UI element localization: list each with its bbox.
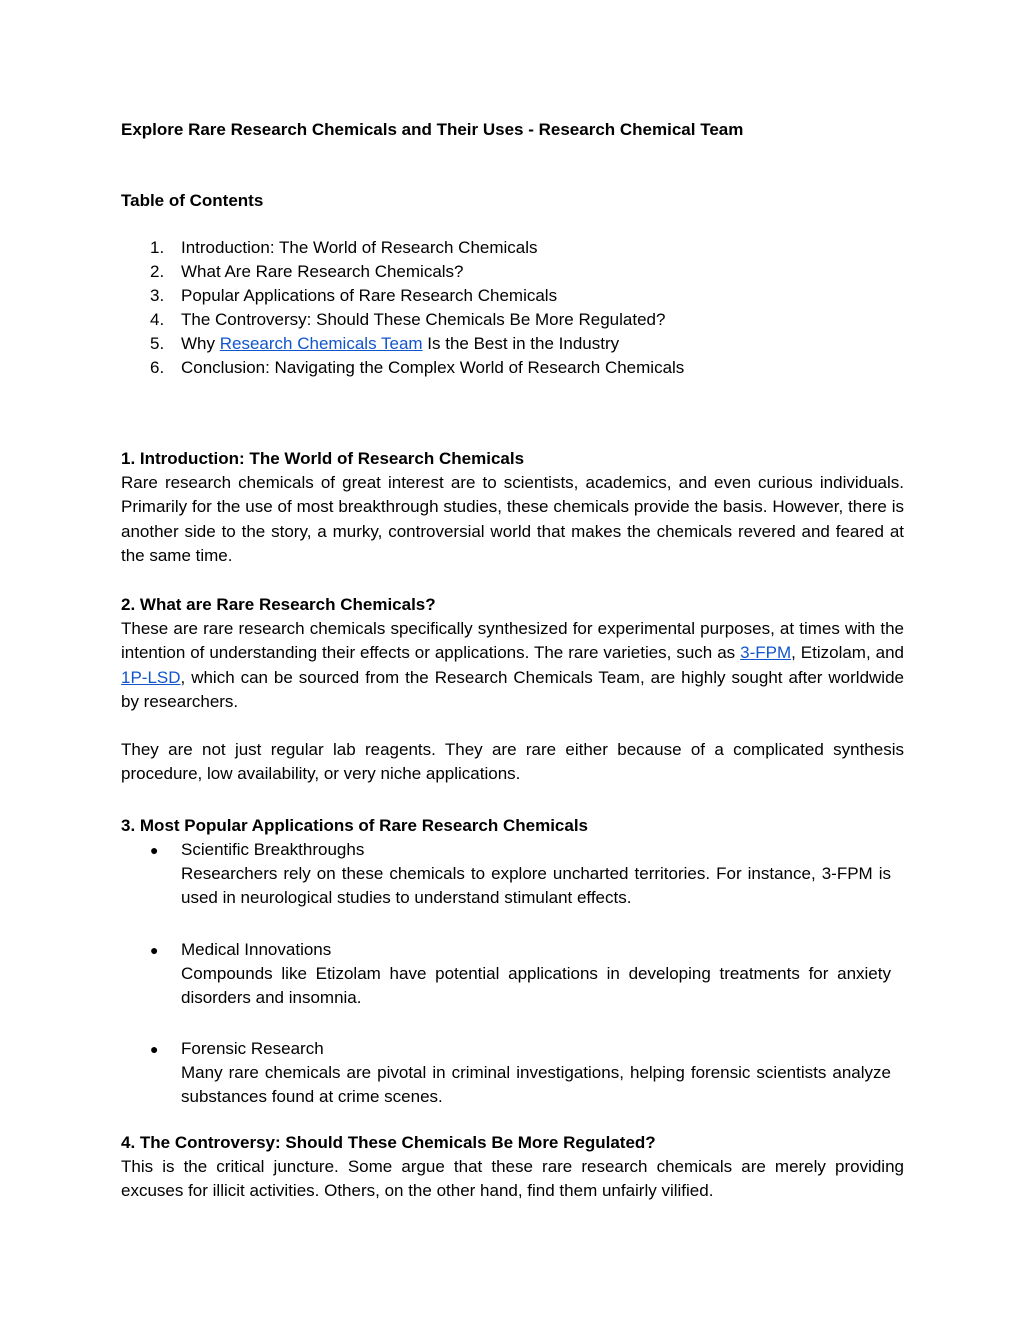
list-item-description: Compounds like Etizolam have potential applications in developing treatments for anxiety disorders and insomnia. <box>181 963 891 1007</box>
toc-item-text: What Are Rare Research Chemicals? <box>181 262 464 281</box>
section-heading: 2. What are Rare Research Chemicals? <box>121 595 436 614</box>
bullet-icon: ● <box>150 842 159 858</box>
section-paragraph: Rare research chemicals of great interest are to scientists, academics, and even curious individuals. Primarily for the use of most breakthrough studies, these chemicals provide the basis. However, there is another side to the story, a murky, controversial world that makes the chemicals revered and feared at the same time. <box>121 473 904 565</box>
list-item-label: Forensic Research <box>181 1039 324 1059</box>
toc-item <box>150 332 684 356</box>
paragraph-text: These are rare research chemicals specifically synthesized for experimental purposes, at times with the intention of understanding their effects or applications. The rare varieties, such as <box>121 619 904 663</box>
list-item <box>150 938 891 1011</box>
research-chemicals-team-link[interactable]: Research Chemicals Team <box>219 334 423 353</box>
toc-item-number: 1. <box>150 238 165 257</box>
toc-item-number: 4. <box>150 310 165 329</box>
1p-lsd-link[interactable]: 1P-LSD <box>121 667 181 687</box>
list-item-description: Researchers rely on these chemicals to explore uncharted territories. For instance, 3-FPM is used in neurological studies to understand stimulant effects. <box>181 864 891 908</box>
bullet-icon: ● <box>150 1041 159 1058</box>
list-item-label: Scientific Breakthroughs <box>181 840 365 859</box>
applications-list <box>150 838 891 1110</box>
toc-item <box>150 356 684 380</box>
paragraph-text: , Etizolam, and <box>791 643 904 663</box>
toc-item-text: Popular Applications of Rare Research Chemicals <box>181 286 558 305</box>
section-introduction <box>121 447 904 568</box>
toc-item-text-post: Is the Best in the Industry <box>422 334 620 353</box>
section-heading: 4. The Controversy: Should These Chemicals Be More Regulated? <box>121 1133 656 1152</box>
toc-item-text: Conclusion: Navigating the Complex World of Research Chemicals <box>181 358 685 377</box>
table-of-contents <box>150 236 684 380</box>
toc-item <box>150 308 684 332</box>
section-paragraph <box>121 617 904 714</box>
toc-heading: Table of Contents <box>121 191 264 210</box>
section-controversy <box>121 1131 904 1204</box>
toc-item <box>150 260 684 284</box>
3-fpm-link[interactable]: 3-FPM <box>740 643 792 663</box>
toc-item-number: 3. <box>150 286 165 305</box>
document-title: Explore Rare Research Chemicals and Their Uses - Research Chemical Team <box>121 120 744 139</box>
toc-item <box>150 236 684 260</box>
toc-item-text: The Controversy: Should These Chemicals Be More Regulated? <box>181 310 666 329</box>
list-item-label: Medical Innovations <box>181 939 332 959</box>
toc-item <box>150 284 684 308</box>
section-applications <box>121 814 904 838</box>
bullet-icon: ● <box>150 941 159 958</box>
toc-item-number: 5. <box>150 334 165 353</box>
list-item <box>150 838 891 911</box>
list-item <box>150 1037 891 1110</box>
section-paragraph: They are not just regular lab reagents. They are rare either because of a complicated synthesis procedure, low availability, or very niche applications. <box>121 740 904 784</box>
section-heading: 1. Introduction: The World of Research Chemicals <box>121 449 525 468</box>
section-paragraph: This is the critical juncture. Some argue that these rare research chemicals are merely providing excuses for illicit activities. Others, on the other hand, find them unfairly vilified. <box>121 1157 904 1201</box>
toc-item-number: 6. <box>150 358 165 377</box>
toc-item-text-pre: Why <box>181 334 220 353</box>
toc-item-text: Introduction: The World of Research Chemicals <box>181 238 538 257</box>
section-heading: 3. Most Popular Applications of Rare Research Chemicals <box>121 816 589 835</box>
toc-item-number: 2. <box>150 262 165 281</box>
section-what-are <box>121 593 904 787</box>
paragraph-text: , which can be sourced from the Research Chemicals Team, are highly sought after worldwide by researchers. <box>121 667 904 711</box>
list-item-description: Many rare chemicals are pivotal in criminal investigations, helping forensic scientists analyze substances found at crime scenes. <box>181 1063 891 1107</box>
